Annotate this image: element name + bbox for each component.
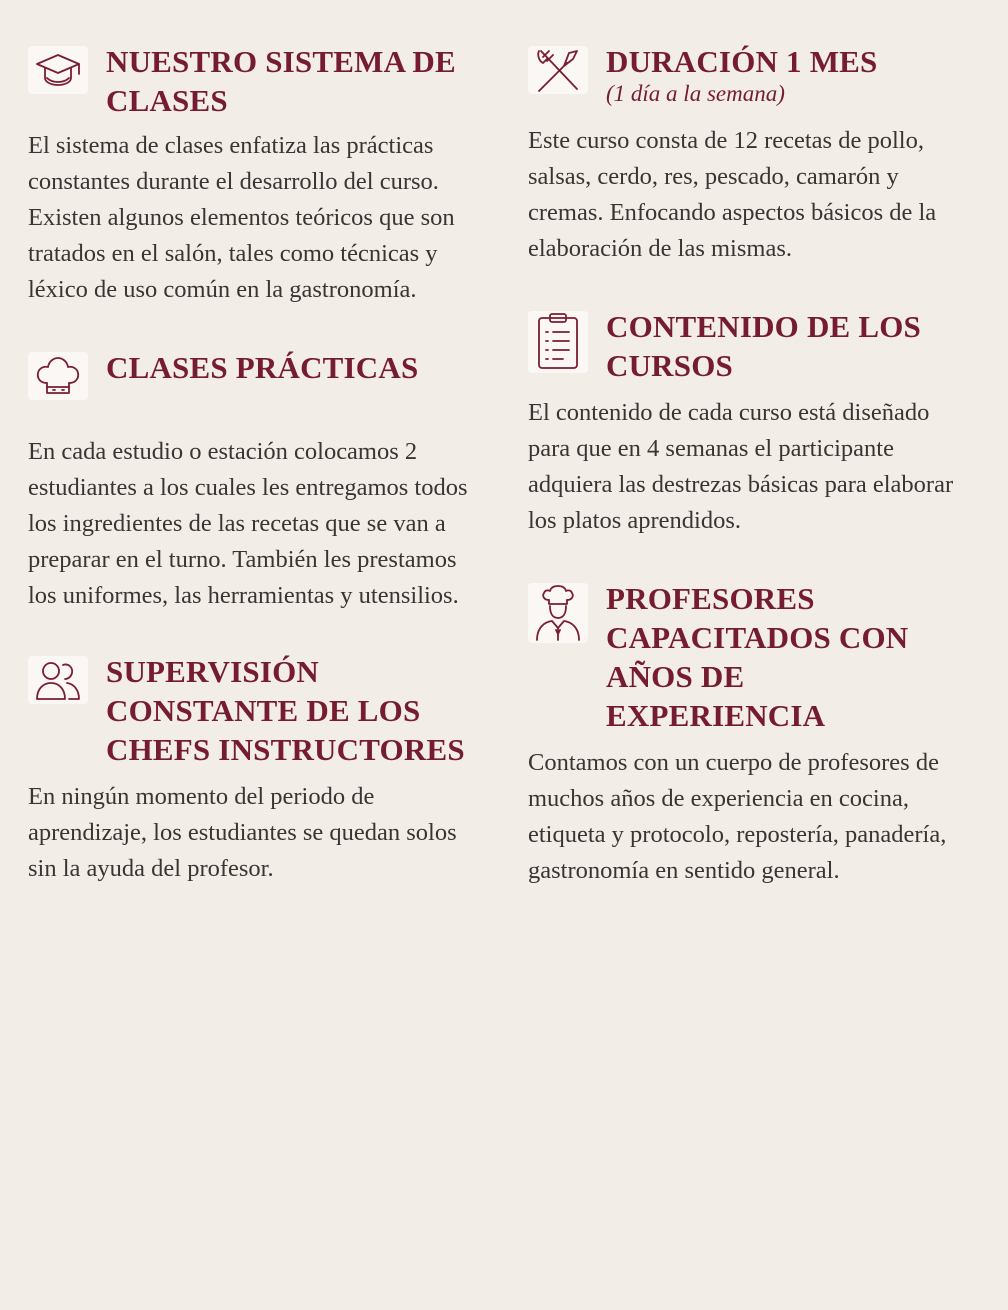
clipboard-list-icon bbox=[528, 311, 588, 373]
feature-supervision bbox=[28, 652, 468, 887]
fork-knife-icon bbox=[528, 46, 588, 94]
feature-description: El sistema de clases enfatiza las prácticas constantes durante el desarrollo del curso. Existen algunos elementos teóricos que son tratados en el salón, tales como técnicas y léxico de uso común en la gastronomía. bbox=[28, 132, 455, 303]
feature-teachers bbox=[528, 579, 968, 889]
feature-class-system bbox=[28, 42, 468, 308]
feature-description: Contamos con un cuerpo de profesores de muchos años de experiencia en cocina, etiqueta y protocolo, repostería, panadería, gastronomía en sentido general. bbox=[528, 749, 947, 884]
chef-hat-icon bbox=[28, 352, 88, 400]
feature-subtitle: (1 día a la semana) bbox=[606, 81, 785, 106]
left-column bbox=[28, 42, 468, 887]
feature-header bbox=[528, 307, 968, 385]
feature-practical-classes bbox=[28, 348, 468, 614]
feature-description: El contenido de cada curso está diseñado para que en 4 semanas el participante adquiera las destrezas básicas para elaborar los platos aprendidos. bbox=[528, 399, 954, 534]
chef-person-icon bbox=[528, 583, 588, 643]
feature-title: SUPERVISIÓN CONSTANTE DE LOS CHEFS INSTRUCTORES bbox=[106, 654, 465, 767]
feature-description: En cada estudio o estación colocamos 2 estudiantes a los cuales les entregamos todos los ingredientes de las recetas que se van a preparar en el turno. También les prestamos los uniformes, las herramientas y utensilios. bbox=[28, 438, 468, 609]
feature-course-content bbox=[528, 307, 968, 539]
feature-header bbox=[28, 42, 468, 120]
people-icon bbox=[28, 656, 88, 704]
right-column bbox=[528, 42, 968, 889]
feature-title: NUESTRO SISTEMA DE CLASES bbox=[106, 44, 456, 118]
feature-description: En ningún momento del periodo de aprendizaje, los estudiantes se quedan solos sin la ayuda del profesor. bbox=[28, 783, 457, 882]
feature-description: Este curso consta de 12 recetas de pollo, salsas, cerdo, res, pescado, camarón y cremas. Enfocando aspectos básicos de la elaboración de las mismas. bbox=[528, 127, 937, 262]
feature-header bbox=[28, 348, 468, 400]
feature-header bbox=[528, 579, 968, 735]
feature-header bbox=[28, 652, 468, 769]
feature-title: DURACIÓN 1 MES bbox=[606, 44, 878, 79]
feature-duration bbox=[528, 42, 968, 267]
feature-title: PROFESORES CAPACITADOS CON AÑOS DE EXPERIENCIA bbox=[606, 581, 909, 733]
feature-title: CONTENIDO DE LOS CURSOS bbox=[606, 309, 921, 383]
feature-header bbox=[528, 42, 968, 107]
graduation-cap-icon bbox=[28, 46, 88, 94]
feature-title: CLASES PRÁCTICAS bbox=[106, 350, 419, 385]
